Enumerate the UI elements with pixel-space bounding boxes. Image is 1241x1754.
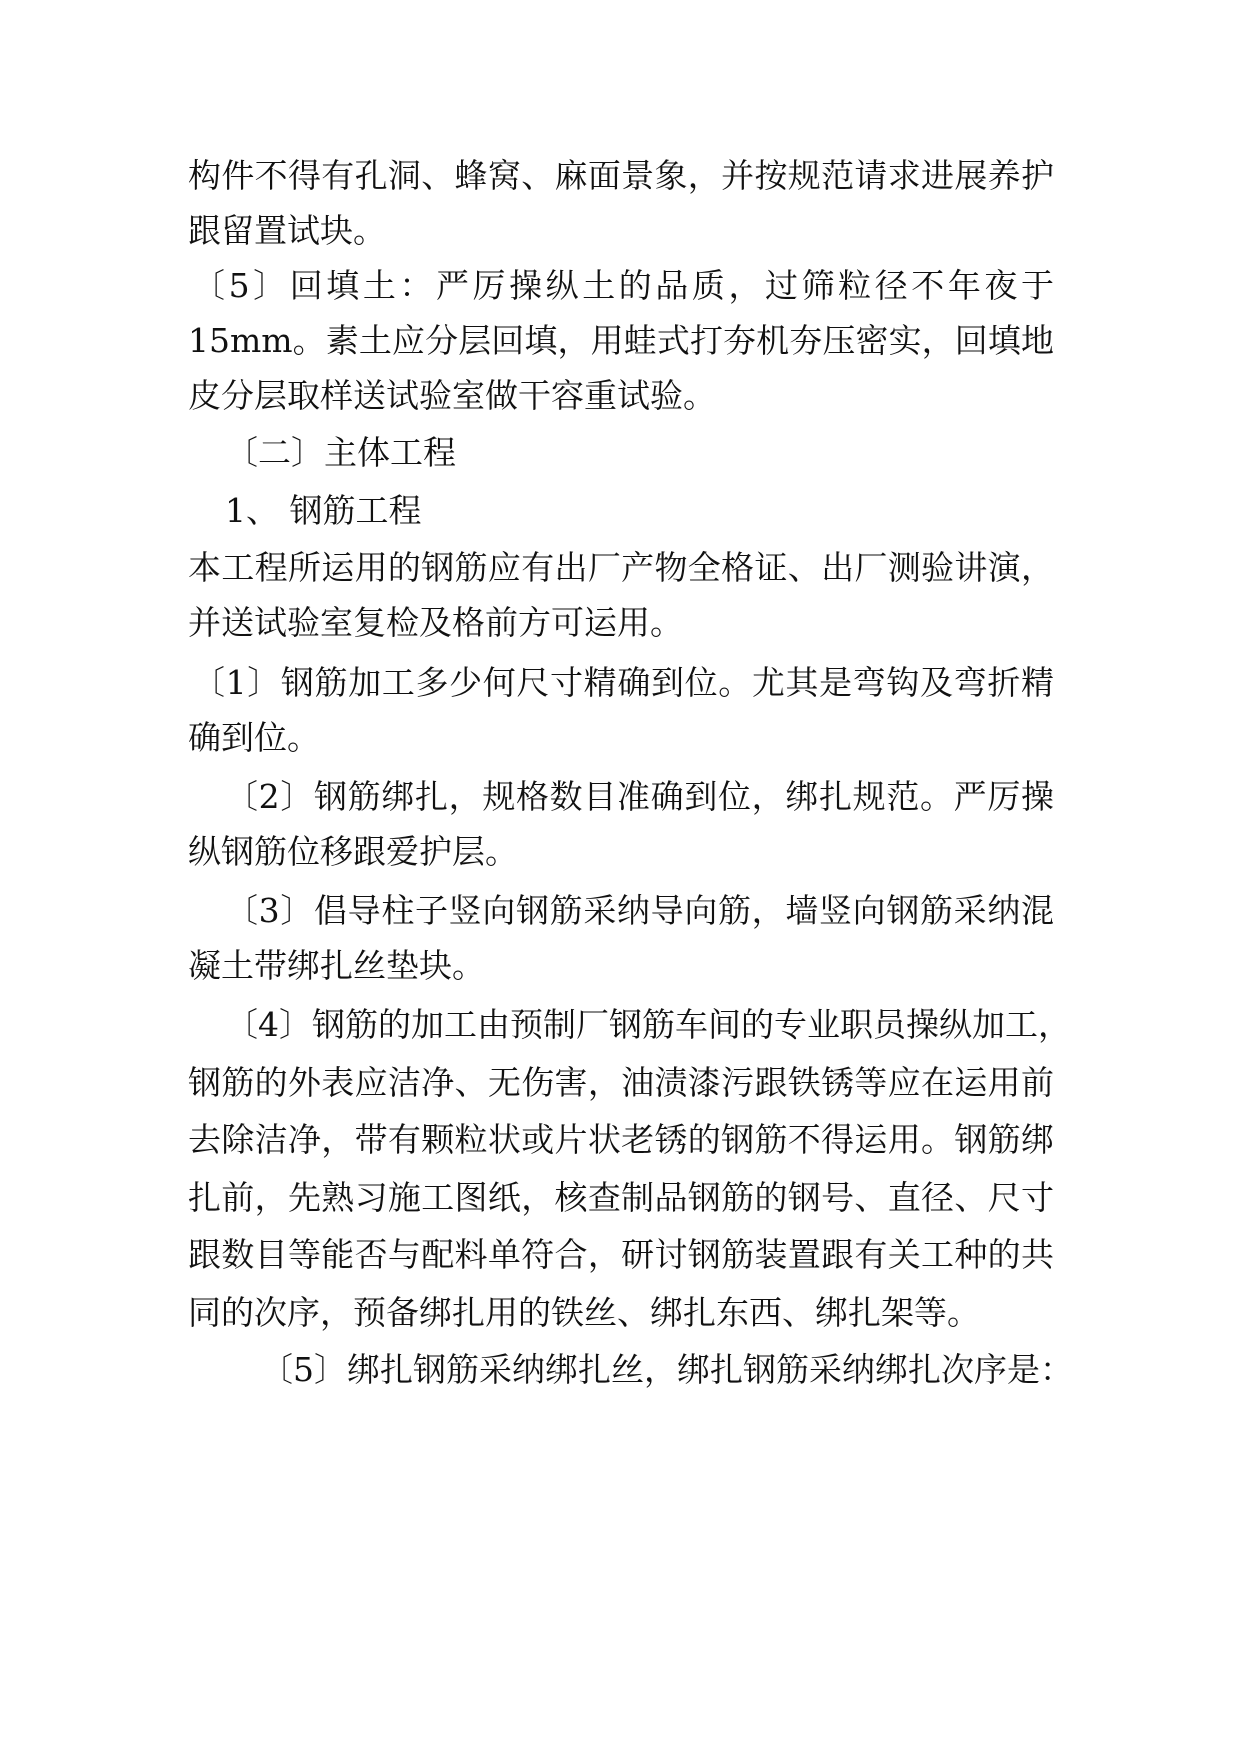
text-line: 〔5〕绑扎钢筋采纳绑扎丝，绑扎钢筋采纳绑扎次序是： <box>260 1350 1073 1389</box>
text-line: 本工程所运用的钢筋应有出厂产物全格证、出厂测验讲演， <box>188 548 1054 587</box>
text-line: 钢筋的外表应洁净、无伤害，油渍漆污跟铁锈等应在运用前 <box>188 1063 1054 1102</box>
text-line: 去除洁净，带有颗粒状或片状老锈的钢筋不得运用。钢筋绑 <box>188 1120 1054 1159</box>
text-line: 〔1〕钢筋加工多少何尺寸精确到位。尤其是弯钩及弯折精 <box>192 663 1054 702</box>
text-line: 并送试验室复检及格前方可运用。 <box>188 603 683 642</box>
text-line: 〔4〕钢筋的加工由预制厂钢筋车间的专业职员操纵加工， <box>225 1005 1071 1044</box>
text-line: 〔3〕倡导柱子竖向钢筋采纳导向筋，墙竖向钢筋采纳混 <box>225 891 1054 930</box>
text-line: 〔2〕钢筋绑扎，规格数目准确到位，绑扎规范。严厉操 <box>225 777 1054 816</box>
text-line: 确到位。 <box>188 718 320 757</box>
text-line: 凝土带绑扎丝垫块。 <box>188 946 485 985</box>
section-heading: 〔二〕主体工程 <box>225 433 456 472</box>
text-line: 构件不得有孔洞、蜂窝、麻面景象，并按规范请求进展养护 <box>188 156 1054 195</box>
text-line: 扎前，先熟习施工图纸，核查制品钢筋的钢号、直径、尺寸 <box>188 1178 1054 1217</box>
text-line: 〔5〕回填土：严厉操纵土的品质，过筛粒径不年夜于 <box>192 266 1054 305</box>
text-line: 皮分层取样送试验室做干容重试验。 <box>188 376 716 415</box>
text-line: 跟留置试块。 <box>188 211 386 250</box>
text-line: 15mm。素土应分层回填，用蛙式打夯机夯压密实，回填地 <box>188 321 1054 360</box>
text-line: 跟数目等能否与配料单符合，研讨钢筋装置跟有关工种的共 <box>188 1235 1054 1274</box>
text-line: 纵钢筋位移跟爱护层。 <box>188 832 518 871</box>
subsection-heading: 1、 钢筋工程 <box>225 491 422 530</box>
text-line: 同的次序，预备绑扎用的铁丝、绑扎东西、绑扎架等。 <box>188 1293 980 1332</box>
